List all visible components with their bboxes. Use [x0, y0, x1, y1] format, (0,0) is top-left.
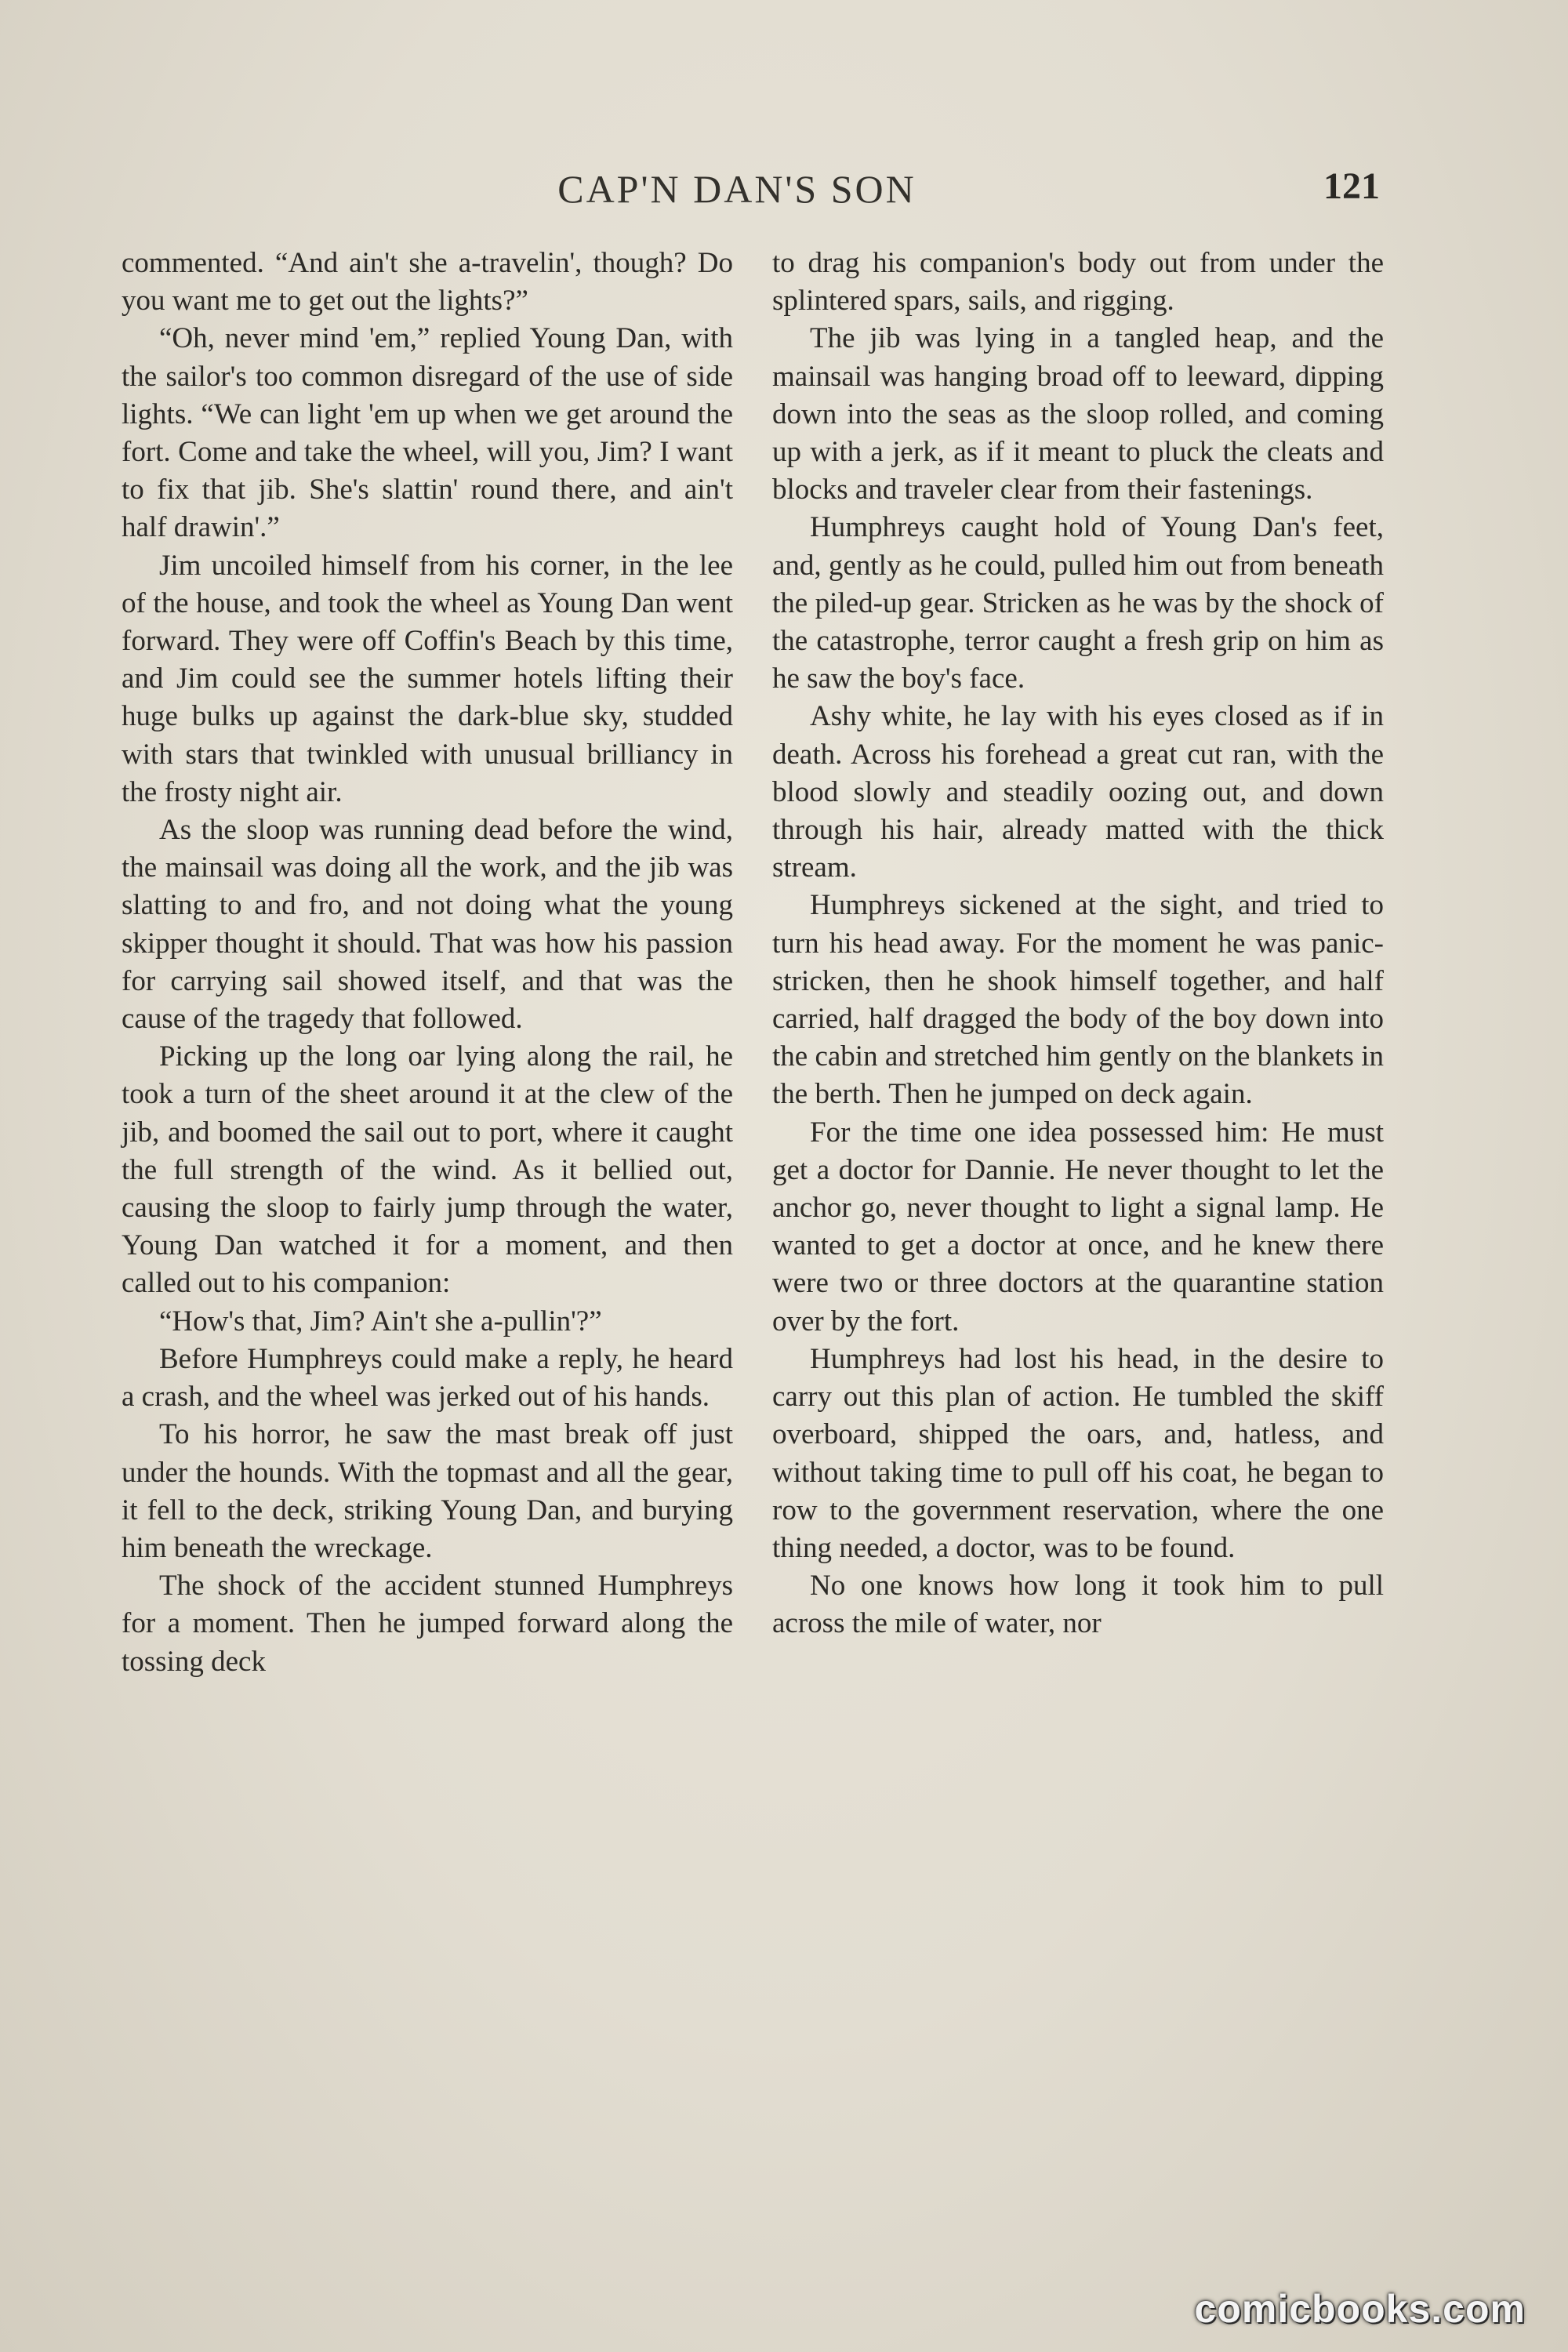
paragraph: commented. “And ain't she a-travelin', though? Do you want me to get out the lights?”: [122, 247, 733, 318]
paragraph: To his horror, he saw the mast break off just under the hounds. With the topmast and all the gear, it fell to the deck, striking Young Dan, and burying him beneath the wreckage.: [122, 1418, 733, 1564]
paragraph: No one knows how long it took him to pull across the mile of water, nor: [772, 1570, 1384, 1640]
paragraph: Picking up the long oar lying along the rail, he took a turn of the sheet around it at the clew of the jib, and boomed the sail out to port, where it caught the full strength of the wind. As it bellied out, causing the sloop to fairly jump through the water, Young Dan watched it for a moment, and then called out to his companion:: [122, 1040, 733, 1300]
page-header: [0, 166, 1568, 221]
page-number: 121: [1323, 165, 1380, 207]
left-text-column: [122, 245, 733, 1681]
watermark-logo: comicbooks.com: [1194, 2287, 1526, 2331]
paragraph: Ashy white, he lay with his eyes closed as if in death. Across his forehead a great cut ran, with the blood slowly and steadily oozing out, and down through his hair, already matted with the thick stream.: [772, 700, 1384, 884]
paragraph: Jim uncoiled himself from his corner, in the lee of the house, and took the wheel as Young Dan went forward. They were off Coffin's Beach by this time, and Jim could see the summer hotels lifting their huge bulks up against the dark-blue sky, studded with stars that twinkled with unusual brilliancy in the frosty night air.: [122, 549, 733, 808]
paragraph: Humphreys caught hold of Young Dan's feet, and, gently as he could, pulled him out from beneath the piled-up gear. Stricken as he was by the shock of the catastrophe, terror caught a fresh grip on him as he saw the boy's face.: [772, 511, 1384, 695]
paragraph: Before Humphreys could make a reply, he heard a crash, and the wheel was jerked out of his hands.: [122, 1342, 733, 1414]
paragraph: “Oh, never mind 'em,” replied Young Dan, with the sailor's too common disregard of the use of side lights. “We can light 'em up when we get around the fort. Come and take the wheel, will you, Jim? I want to fix that jib. She's slattin' round there, and ain't half drawin'.”: [122, 322, 733, 544]
paragraph: Humphreys had lost his head, in the desire to carry out this plan of action. He tumbled the skiff overboard, shipped the oars, and, hatless, and without taking time to pull off his coat, he began to row to the government reservation, where the one thing needed, a doctor, was to be found.: [772, 1342, 1384, 1564]
paragraph: to drag his companion's body out from under the splintered spars, sails, and rigging.: [772, 247, 1384, 318]
paragraph: For the time one idea possessed him: He must get a doctor for Dannie. He never thought to let the anchor go, never thought to light a signal lamp. He wanted to get a doctor at once, and he knew there were two or three doctors at the quarantine station over by the fort.: [772, 1116, 1384, 1338]
right-text-column: [772, 245, 1384, 1643]
paragraph: The jib was lying in a tangled heap, and the mainsail was hanging broad off to leeward, dipping down into the seas as the sloop rolled, and coming up with a jerk, as if it meant to pluck the cleats and blocks and traveler clear from their fastenings.: [772, 322, 1384, 506]
paragraph: As the sloop was running dead before the wind, the mainsail was doing all the work, and the jib was slatting to and fro, and not doing what the young skipper thought it should. That was how his passion for carrying sail showed itself, and that was the cause of the tragedy that followed.: [122, 814, 733, 1036]
paragraph: The shock of the accident stunned Humphreys for a moment. Then he jumped forward along the tossing deck: [122, 1570, 733, 1678]
paragraph: “How's that, Jim? Ain't she a-pullin'?”: [159, 1305, 602, 1338]
running-title: CAP'N DAN'S SON: [557, 167, 916, 211]
paragraph: Humphreys sickened at the sight, and tried to turn his head away. For the moment he was panic-stricken, then he shook himself together, and half carried, half dragged the body of the boy down into the cabin and stretched him gently on the blankets in the berth. Then he jumped on deck again.: [772, 889, 1384, 1111]
